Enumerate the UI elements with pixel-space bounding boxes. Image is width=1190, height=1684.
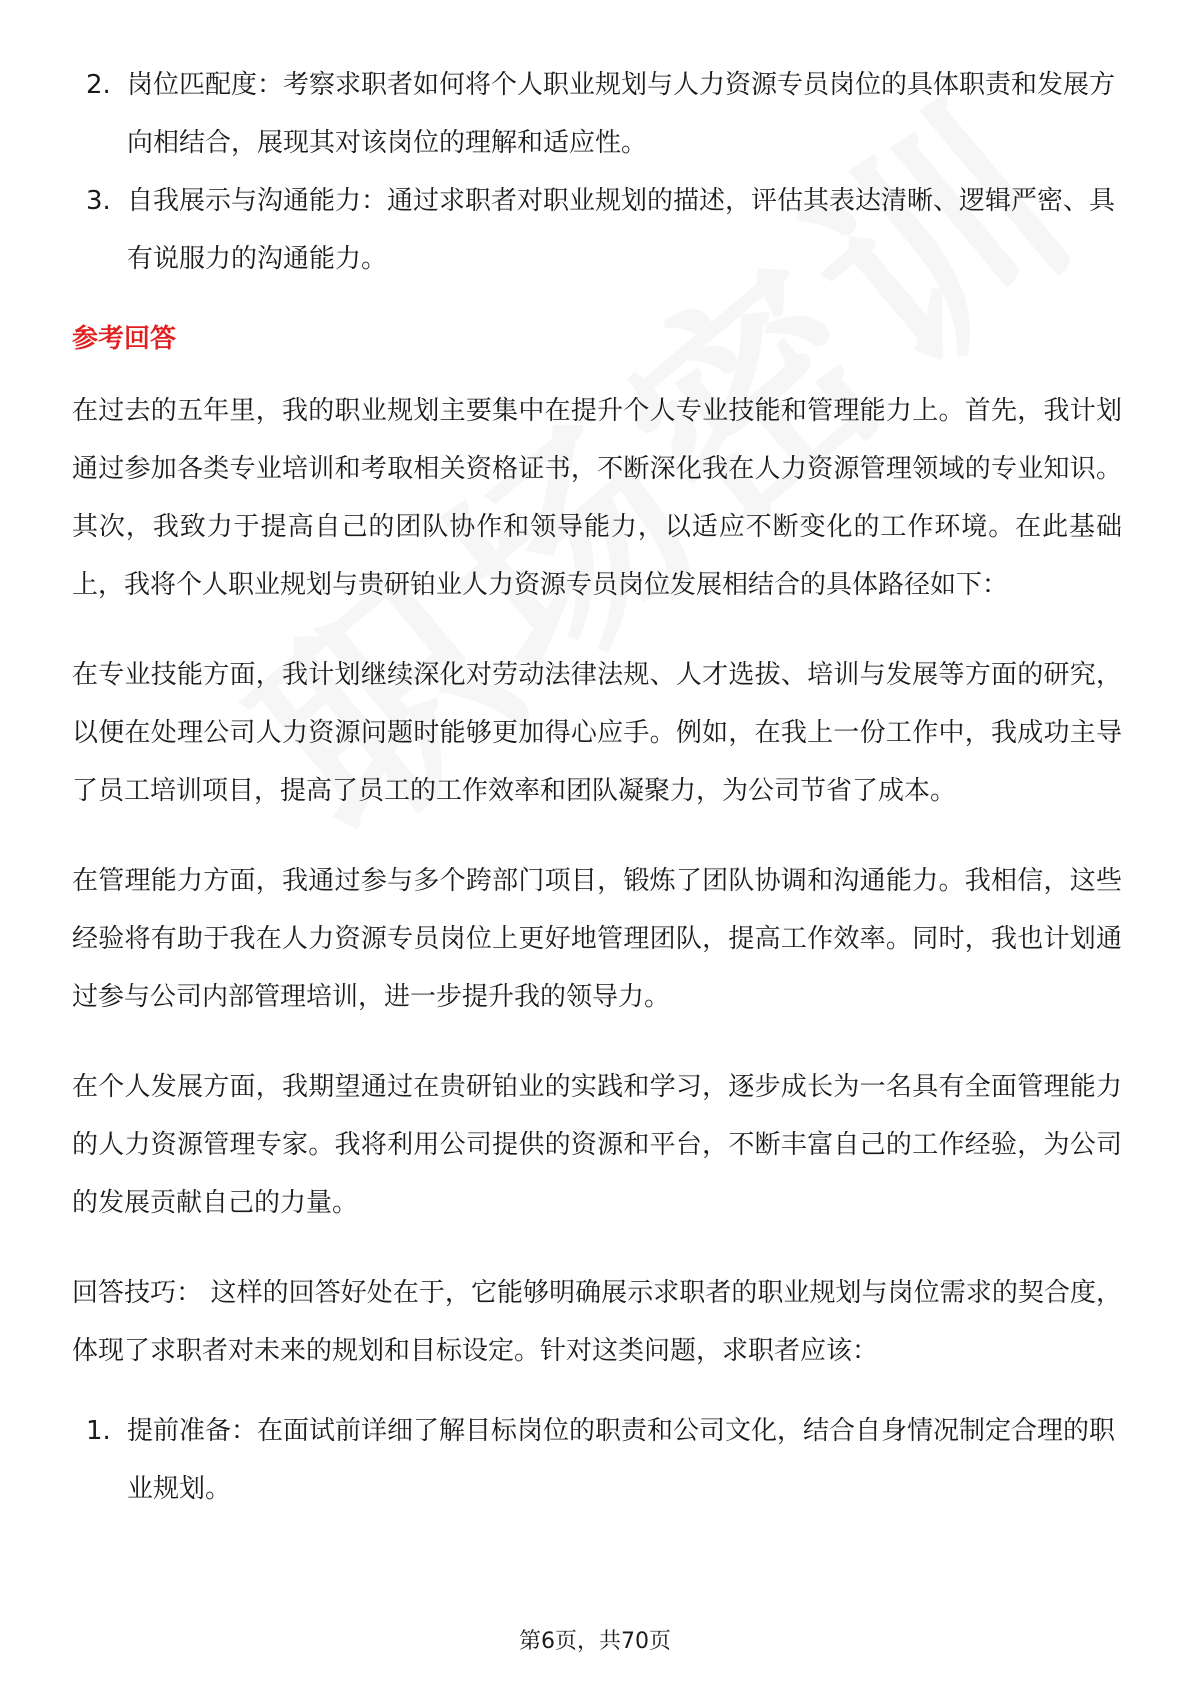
list-item	[72, 1402, 1122, 1518]
evaluation-points-list	[72, 56, 1122, 288]
list-item	[72, 56, 1122, 172]
list-item	[72, 172, 1122, 288]
page-footer: 第6页，共70页	[519, 1629, 671, 1654]
paragraph: 在个人发展方面，我期望通过在贵研铂业的实践和学习，逐步成长为一名具有全面管理能力的人力资源管理专家。我将利用公司提供的资源和平台，不断丰富自己的工作经验，为公司的发展贡献自己的力量。	[72, 1072, 1122, 1218]
list-item-title: 自我展示与沟通能力：	[127, 186, 388, 216]
list-item-title: 提前准备：	[127, 1416, 258, 1446]
list-item-text: 在面试前详细了解目标岗位的职责和公司文化，结合自身情况制定合理的职业规划。	[127, 1416, 1116, 1504]
list-number: 2.	[86, 70, 111, 100]
answer-tips-paragraph: 回答技巧： 这样的回答好处在于，它能够明确展示求职者的职业规划与岗位需求的契合度，体现了求职者对未来的规划和目标设定。针对这类问题，求职者应该：	[72, 1278, 1122, 1366]
paragraph: 在管理能力方面，我通过参与多个跨部门项目，锻炼了团队协调和沟通能力。我相信，这些经验将有助于我在人力资源专员岗位上更好地管理团队，提高工作效率。同时，我也计划通过参与公司内部管理培训，进一步提升我的领导力。	[72, 866, 1122, 1012]
page-content	[72, 56, 1122, 1518]
list-number: 3.	[86, 186, 111, 216]
list-item-text: 考察求职者如何将个人职业规划与人力资源专员岗位的具体职责和发展方向相结合，展现其对该岗位的理解和适应性。	[127, 70, 1116, 158]
list-item-title: 岗位匹配度：	[127, 70, 284, 100]
list-number: 1.	[86, 1416, 111, 1446]
tips-list	[72, 1402, 1122, 1518]
paragraph: 在过去的五年里，我的职业规划主要集中在提升个人专业技能和管理能力上。首先，我计划通过参加各类专业培训和考取相关资格证书，不断深化我在人力资源管理领域的专业知识。其次，我致力于提高自己的团队协作和领导能力，以适应不断变化的工作环境。在此基础上，我将个人职业规划与贵研铂业人力资源专员岗位发展相结合的具体路径如下：	[72, 396, 1122, 600]
list-item-text: 通过求职者对职业规划的描述，评估其表达清晰、逻辑严密、具有说服力的沟通能力。	[127, 186, 1116, 274]
section-title: 参考回答	[72, 324, 177, 354]
paragraph: 在专业技能方面，我计划继续深化对劳动法律法规、人才选拔、培训与发展等方面的研究，以便在处理公司人力资源问题时能够更加得心应手。例如，在我上一份工作中，我成功主导了员工培训项目，提高了员工的工作效率和团队凝聚力，为公司节省了成本。	[72, 660, 1122, 806]
